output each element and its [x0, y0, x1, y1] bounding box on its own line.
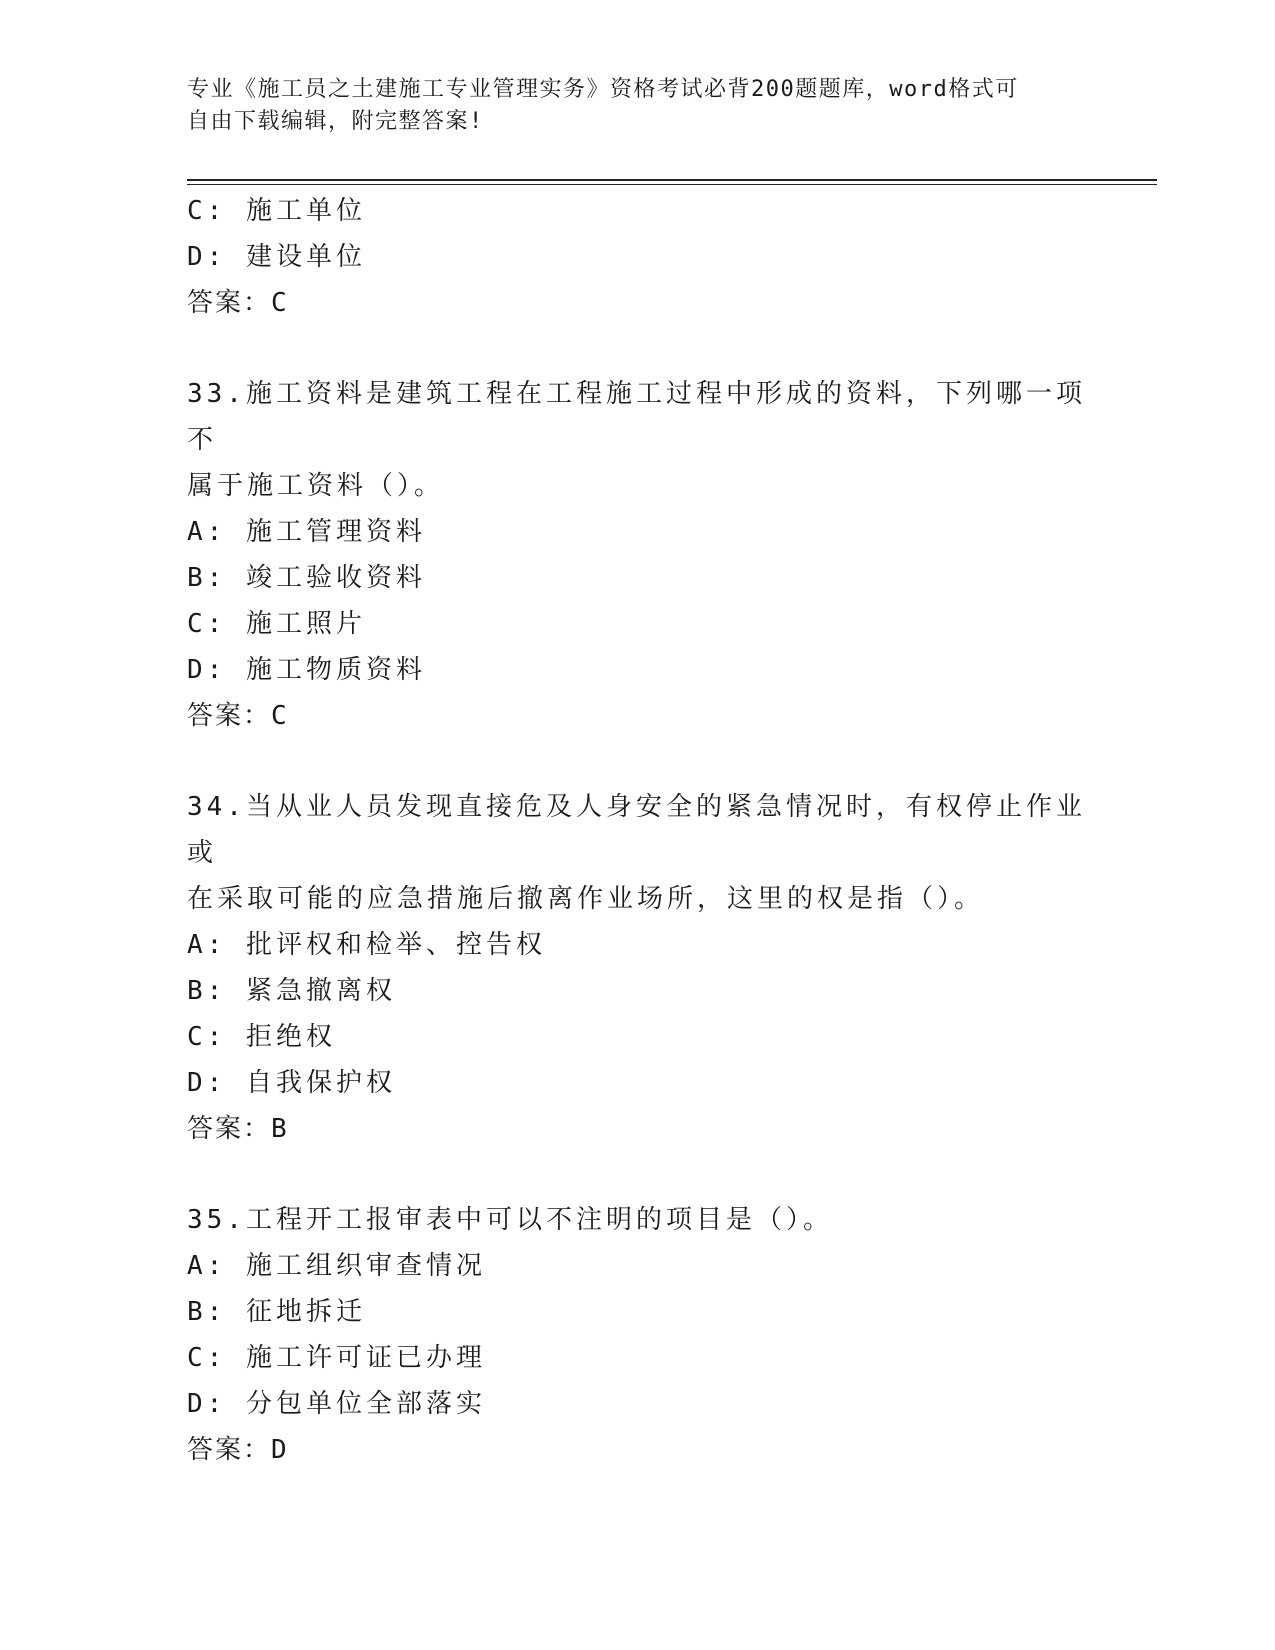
- answer-line: 答案：C: [187, 701, 289, 731]
- answer-line: 答案：C: [187, 288, 289, 318]
- option-a: A: 施工组织审查情况: [187, 1251, 486, 1281]
- option-a: A: 批评权和检举、控告权: [187, 930, 546, 960]
- option-c: C: 施工许可证已办理: [187, 1343, 486, 1373]
- question-33: [187, 371, 1087, 739]
- option-c: C: 拒绝权: [187, 1022, 336, 1052]
- spacer: [187, 326, 1087, 371]
- option-a: A: 施工管理资料: [187, 517, 426, 547]
- option-c: C: 施工照片: [187, 609, 366, 639]
- header-title-line-1: 专业《施工员之土建施工专业管理实务》资格考试必背200题题库，word格式可: [187, 77, 1019, 102]
- option-b: B: 紧急撤离权: [187, 976, 396, 1006]
- document-header: [187, 74, 1067, 138]
- option-c: C: 施工单位: [187, 196, 366, 226]
- option-d: D: 施工物质资料: [187, 655, 426, 685]
- question-34: [187, 784, 1087, 1152]
- header-divider-thin: [187, 184, 1157, 185]
- spacer: [187, 739, 1087, 784]
- question-35: [187, 1197, 1087, 1473]
- question-stem-line: 33.施工资料是建筑工程在工程施工过程中形成的资料，下列哪一项不: [187, 379, 1086, 455]
- answer-line: 答案：D: [187, 1435, 289, 1465]
- option-b: B: 竣工验收资料: [187, 563, 426, 593]
- question-stem-line: 34.当从业人员发现直接危及人身安全的紧急情况时，有权停止作业或: [187, 792, 1086, 868]
- question-content: [187, 188, 1087, 1473]
- option-d: D: 建设单位: [187, 242, 366, 272]
- option-b: B: 征地拆迁: [187, 1297, 366, 1327]
- header-title-line-2: 自由下载编辑，附完整答案!: [187, 109, 484, 134]
- option-d: D: 分包单位全部落实: [187, 1389, 486, 1419]
- option-d: D: 自我保护权: [187, 1068, 396, 1098]
- carryover-question: [187, 188, 1087, 326]
- question-stem-line: 在采取可能的应急措施后撤离作业场所，这里的权是指（）。: [187, 884, 985, 914]
- question-stem-line: 属于施工资料（）。: [187, 471, 445, 501]
- answer-line: 答案：B: [187, 1114, 289, 1144]
- header-divider-thick: [187, 179, 1157, 181]
- spacer: [187, 1152, 1087, 1197]
- question-stem-line: 35.工程开工报审表中可以不注明的项目是（）。: [187, 1205, 833, 1235]
